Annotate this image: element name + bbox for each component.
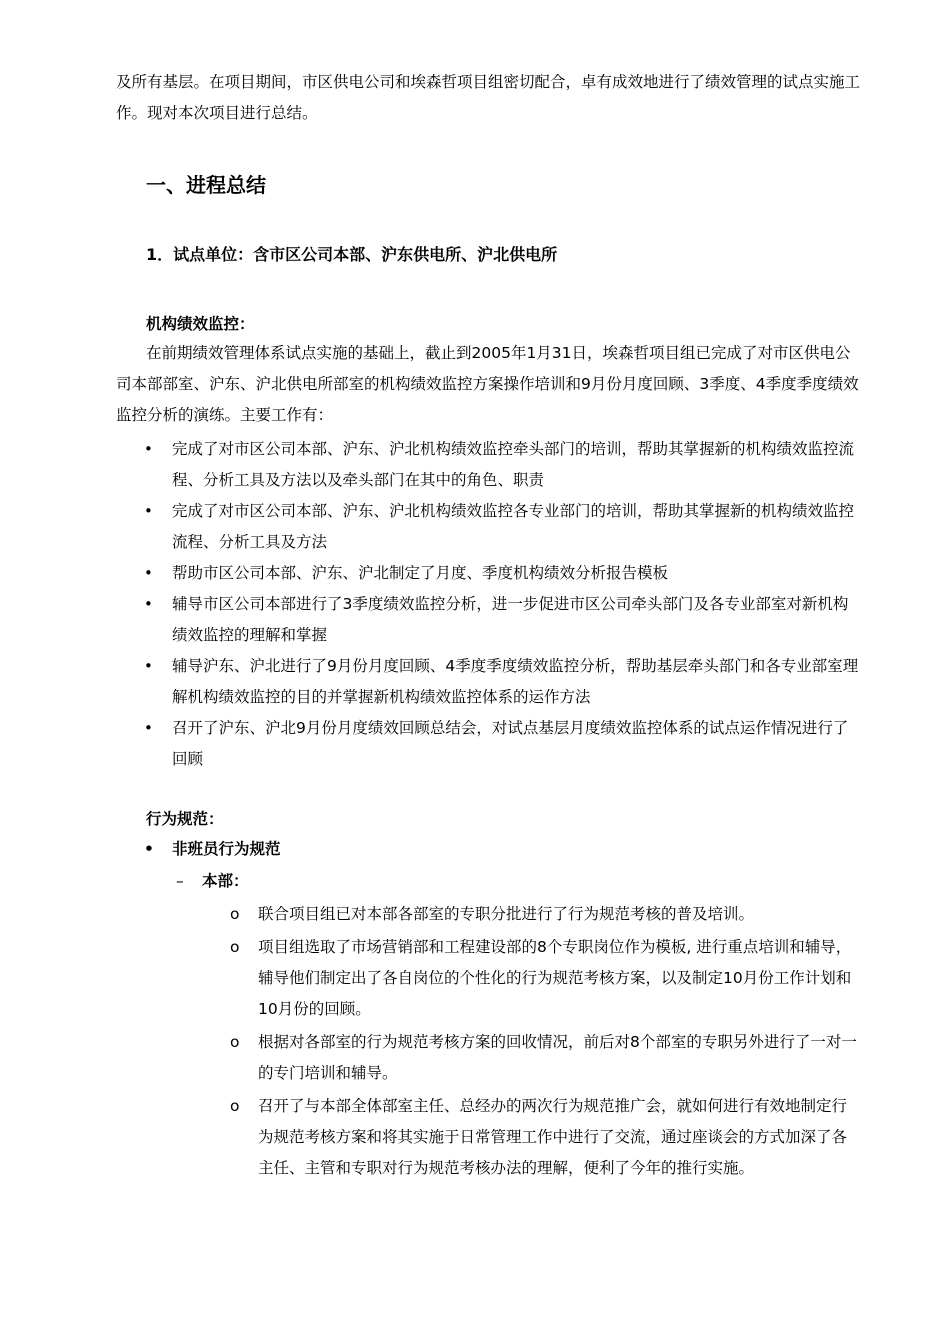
behavior-heading: 行为规范： <box>146 810 224 828</box>
behavior-sub-list <box>230 899 861 1184</box>
circle-bullet-icon: o <box>230 905 240 923</box>
bullet-icon: • <box>144 440 153 458</box>
bullet-icon: • <box>144 502 153 520</box>
list-item: • 完成了对市区公司本部、沪东、沪北机构绩效监控牵头部门的培训，帮助其掌握新的机构绩效监控流程、分析工具及方法以及牵头部门在其中的角色、职责 <box>116 434 861 496</box>
list-item: o 联合项目组已对本部各部室的专职分批进行了行为规范考核的普及培训。 <box>230 899 861 930</box>
behavior-level2-label: 本部： <box>202 872 249 890</box>
list-item: • 召开了沪东、沪北9月份月度绩效回顾总结会，对试点基层月度绩效监控体系的试点运作情况进行了回顾 <box>116 713 861 775</box>
circle-bullet-icon: o <box>230 1097 240 1115</box>
org-monitor-bullet-list <box>116 434 861 775</box>
list-item: o 根据对各部室的行为规范考核方案的回收情况，前后对8个部室的专职另外进行了一对一的专门培训和辅导。 <box>230 1027 861 1089</box>
subsection-heading: 1．试点单位：含市区公司本部、沪东供电所、沪北供电所 <box>146 245 558 264</box>
section-heading: 一、进程总结 <box>146 173 266 197</box>
bullet-icon: • <box>144 657 153 675</box>
circle-bullet-icon: o <box>230 1033 240 1051</box>
org-monitor-heading: 机构绩效监控： <box>146 315 255 333</box>
list-item: o 召开了与本部全体部室主任、总经办的两次行为规范推广会，就如何进行有效地制定行为规范考核方案和将其实施于日常管理工作中进行了交流，通过座谈会的方式加深了各主任、主管和专职对行为规范考核办法的理解，便利了今年的推行实施。 <box>230 1091 861 1184</box>
behavior-level2-item <box>176 866 249 897</box>
bullet-icon: • <box>144 719 153 737</box>
list-item: • 辅导沪东、沪北进行了9月份月度回顾、4季度季度绩效监控分析，帮助基层牵头部门和各专业部室理解机构绩效监控的目的并掌握新机构绩效监控体系的运作方法 <box>116 651 861 713</box>
bullet-icon: • <box>144 595 153 613</box>
bullet-icon: • <box>144 564 153 582</box>
bullet-icon: • <box>144 840 154 858</box>
list-item: • 辅导市区公司本部进行了3季度绩效监控分析，进一步促进市区公司牵头部门及各专业部室对新机构绩效监控的理解和掌握 <box>116 589 861 651</box>
list-item: o 项目组选取了市场营销部和工程建设部的8个专职岗位作为模板, 进行重点培训和辅导，辅导他们制定出了各自岗位的个性化的行为规范考核方案，以及制定10月份工作计划和10月份的回顾。 <box>230 932 861 1025</box>
dash-icon: – <box>176 872 184 890</box>
behavior-level1-item <box>146 834 281 865</box>
behavior-level1-label: 非班员行为规范 <box>172 840 281 858</box>
list-item: • 帮助市区公司本部、沪东、沪北制定了月度、季度机构绩效分析报告模板 <box>116 558 861 589</box>
circle-bullet-icon: o <box>230 938 240 956</box>
org-monitor-paragraph: 在前期绩效管理体系试点实施的基础上，截止到2005年1月31日，埃森哲项目组已完成了对市区供电公司本部部室、沪东、沪北供电所部室的机构绩效监控方案操作培训和9月份月度回顾、3季度、4季度季度绩效监控分析的演练。主要工作有： <box>116 344 859 424</box>
list-item: • 完成了对市区公司本部、沪东、沪北机构绩效监控各专业部门的培训，帮助其掌握新的机构绩效监控流程、分析工具及方法 <box>116 496 861 558</box>
intro-paragraph: 及所有基层。在项目期间，市区供电公司和埃森哲项目组密切配合，卓有成效地进行了绩效管理的试点实施工作。现对本次项目进行总结。 <box>116 73 861 122</box>
